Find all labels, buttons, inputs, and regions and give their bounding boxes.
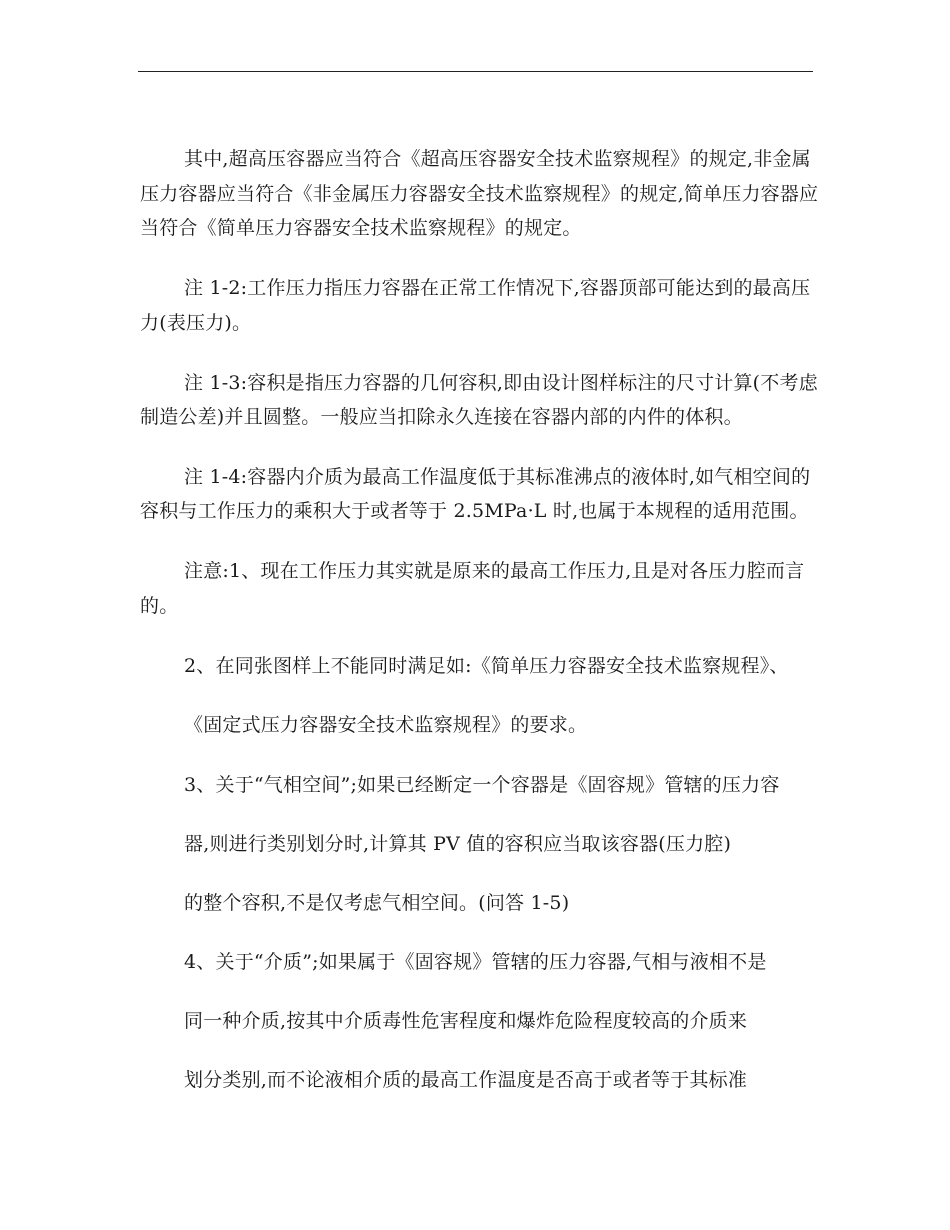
text-line: 注意:1、现在工作压力其实就是原来的最高工作压力,且是对各压力腔而言: [184, 560, 805, 582]
text-line: 4、关于“介质”;如果属于《固容规》管辖的压力容器,气相与液相不是: [184, 951, 767, 973]
text-line: 注 1-4:容器内介质为最高工作温度低于其标准沸点的液体时,如气相空间的: [184, 466, 811, 488]
text-line: 《固定式压力容器安全技术监察规程》的要求。: [184, 714, 588, 736]
text-line: 注 1-2:工作压力指压力容器在正常工作情况下,容器顶部可能达到的最高压: [184, 277, 811, 299]
text-line: 其中,超高压容器应当符合《超高压容器安全技术监察规程》的规定,非金属: [184, 148, 811, 170]
text-line: 力(表压力)。: [140, 312, 252, 334]
text-line: 同一种介质,按其中介质毒性危害程度和爆炸危险程度较高的介质来: [184, 1010, 748, 1032]
text-line: 制造公差)并且圆整。一般应当扣除永久连接在容器内部的内件的体积。: [140, 406, 743, 428]
text-line: 的整个容积,不是仅考虑气相空间。(问答 1-5): [184, 892, 570, 914]
text-line: 2、在同张图样上不能同时满足如:《简单压力容器安全技术监察规程》、: [184, 655, 789, 677]
text-line: 注 1-3:容积是指压力容器的几何容积,即由设计图样标注的尺寸计算(不考虑: [184, 372, 818, 394]
text-line: 压力容器应当符合《非金属压力容器安全技术监察规程》的规定,简单压力容器应: [140, 183, 819, 205]
text-line: 容积与工作压力的乘积大于或者等于 2.5MPa·L 时,也属于本规程的适用范围。: [140, 500, 809, 522]
text-line: 3、关于“气相空间”;如果已经断定一个容器是《固容规》管辖的压力容: [184, 774, 780, 796]
text-line: 当符合《简单压力容器安全技术监察规程》的规定。: [140, 217, 582, 239]
header-rule: [138, 71, 813, 72]
text-line: 划分类别,而不论液相介质的最高工作温度是否高于或者等于其标准: [184, 1069, 748, 1091]
text-line: 器,则进行类别划分时,计算其 PV 值的容积应当取该容器(压力腔): [184, 833, 732, 855]
text-line: 的。: [140, 595, 179, 617]
